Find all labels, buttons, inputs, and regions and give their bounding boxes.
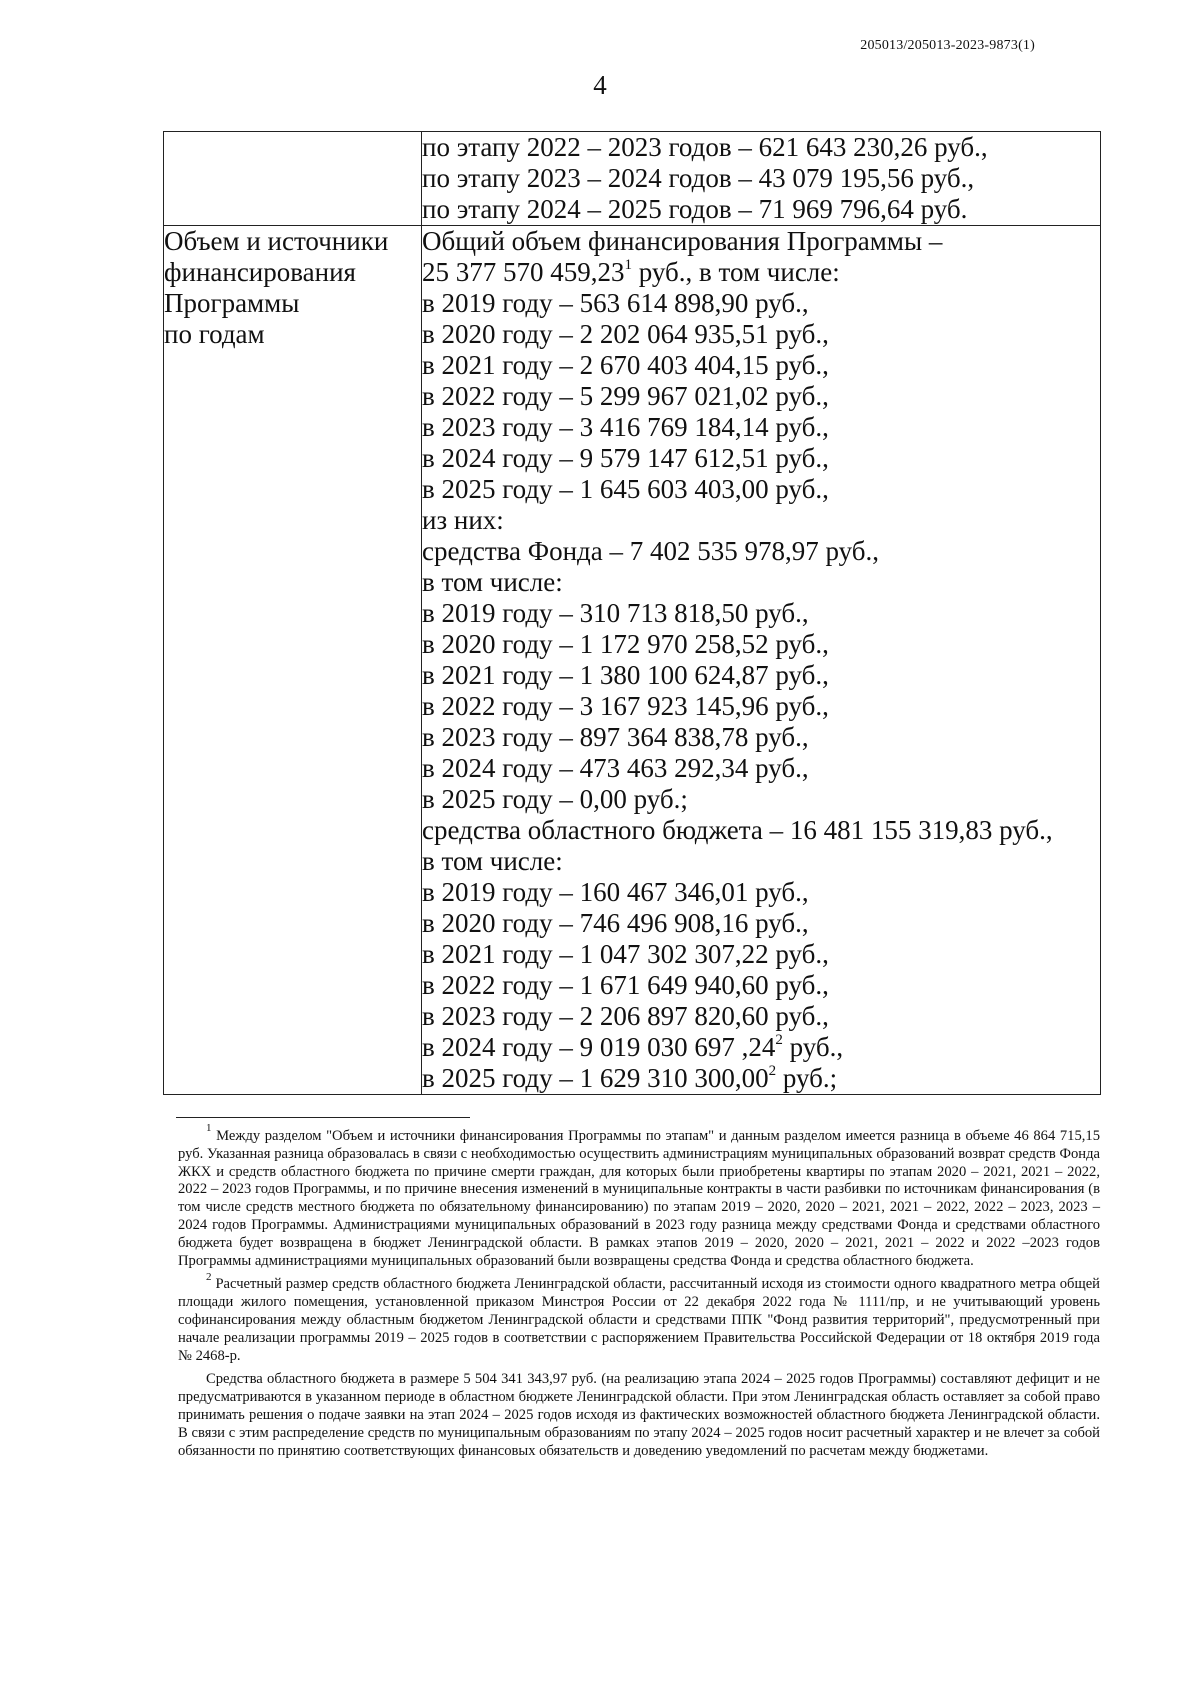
year-line: в 2023 году – 2 206 897 820,60 руб.,: [422, 1001, 829, 1031]
subheading: в том числе:: [422, 846, 563, 876]
label-line: Программы: [164, 288, 300, 318]
year-line: [422, 1063, 1100, 1094]
table-row: [164, 226, 1101, 1095]
regional-budget-total-line: средства областного бюджета – 16 481 155 319,83 руб.,: [422, 815, 1053, 845]
year-line: в 2021 году – 1 047 302 307,22 руб.,: [422, 939, 829, 969]
stage-line: по этапу 2023 – 2024 годов – 43 079 195,56 руб.,: [422, 163, 975, 193]
table-row: [164, 132, 1101, 226]
stage-line: по этапу 2022 – 2023 годов – 621 643 230,26 руб.,: [422, 132, 988, 162]
program-table: [163, 131, 1101, 1095]
year-amount: в 2025 году – 1 629 310 300,00: [422, 1063, 769, 1093]
subheading: из них:: [422, 505, 504, 535]
footnote-mark: 1: [206, 1122, 212, 1135]
fund-total-line: средства Фонда – 7 402 535 978,97 руб.,: [422, 536, 880, 566]
year-line: [422, 1032, 1100, 1063]
total-heading: Общий объем финансирования Программы –: [422, 226, 943, 256]
year-line: в 2022 году – 5 299 967 021,02 руб.,: [422, 381, 829, 411]
year-line: в 2019 году – 160 467 346,01 руб.,: [422, 877, 809, 907]
total-amount: 25 377 570 459,23: [422, 257, 625, 287]
total-amount-line: [422, 257, 1100, 288]
footnote-ref-2: 2: [775, 1032, 783, 1048]
label-line: по годам: [164, 319, 265, 349]
label-line: Объем и источники: [164, 226, 389, 256]
year-line: в 2021 году – 1 380 100 624,87 руб.,: [422, 660, 829, 690]
footnote-divider: [176, 1117, 470, 1118]
label-cell: [164, 226, 422, 1095]
footnotes: [178, 1122, 1100, 1466]
year-line: в 2023 году – 3 416 769 184,14 руб.,: [422, 412, 829, 442]
document-id: 205013/205013-2023-9873(1): [860, 38, 1035, 53]
year-line: в 2020 году – 746 496 908,16 руб.,: [422, 908, 809, 938]
year-line: в 2019 году – 310 713 818,50 руб.,: [422, 598, 809, 628]
year-line: в 2023 году – 897 364 838,78 руб.,: [422, 722, 809, 752]
footnote-text: Между разделом "Объем и источники финансирования Программы по этапам" и данным разделом имеется разница в объеме 46 864 715,15 руб. Указанная разница образовалась в связи с необходимостью осуществить администрациям муниципальных образований возврат средств Фонда ЖКХ и средств областного бюджета по причине смерти граждан, для которых были приобретены квартиры по этапам 2020 – 2021, 2021 – 2022, 2022 – 2023 годов Программы, и по причине внесения изменений в муниципальные контракты в части разбивки по источникам финансирования (в том числе средств местного бюджета по обязательному финансированию) по этапам 2019 – 2020, 2020 – 2021, 2021 – 2022, 2022 – 2023, 2023 – 2024 годов Программы. Администрациями муниципальных образований в 2023 году разница между средствами Фонда и средствами областного бюджета будет возвращена в бюджет Ленинградской области. В рамках этапов 2019 – 2020, 2020 – 2021, 2021 – 2022 и 2022 –2023 годов Программы администрациями муниципальных образований были возвращены средства Фонда и средства областного бюджета.: [178, 1128, 1100, 1269]
label-line: финансирования: [164, 257, 356, 287]
footnote-ref-1: 1: [624, 257, 632, 273]
year-line: в 2020 году – 2 202 064 935,51 руб.,: [422, 319, 829, 349]
year-line: в 2024 году – 9 579 147 612,51 руб.,: [422, 443, 829, 473]
subheading: в том числе:: [422, 567, 563, 597]
label-cell-empty: [164, 132, 422, 226]
year-amount: в 2024 году – 9 019 030 697 ,24: [422, 1032, 776, 1062]
year-line: в 2025 году – 0,00 руб.;: [422, 784, 688, 814]
page-number: 4: [593, 70, 607, 100]
funding-values-cell: [422, 226, 1101, 1095]
year-line: в 2020 году – 1 172 970 258,52 руб.,: [422, 629, 829, 659]
total-suffix: руб., в том числе:: [632, 257, 840, 287]
footnote-ref-2: 2: [768, 1063, 777, 1079]
year-line: в 2021 году – 2 670 403 404,15 руб.,: [422, 350, 829, 380]
stage-values-cell: [422, 132, 1101, 226]
year-suffix: руб.,: [782, 1032, 844, 1062]
stage-line: по этапу 2024 – 2025 годов – 71 969 796,64 руб.: [422, 194, 968, 224]
footnote-1: [178, 1122, 1100, 1270]
year-line: в 2022 году – 1 671 649 940,60 руб.,: [422, 970, 829, 1000]
footnote-mark: 2: [206, 1270, 212, 1283]
footnote-2-continued: Средства областного бюджета в размере 5 504 341 343,97 руб. (на реализацию этапа 2024 – 2025 годов Программы) составляют дефицит и не предусматриваются в указанном периоде в областном бюджете Ленинградской области. При этом Ленинградская область оставляет за собой право принимать решения о подаче заявки на этап 2024 – 2025 годов исходя из фактических возможностей областного бюджета Ленинградской области. В связи с этим распределение средств по муниципальным образованиям по этапу 2024 – 2025 годов носит расчетный характер и не влечет за собой обязанности по принятию соответствующих финансовых обязательств и доведению уведомлений по расчетам между бюджетами.: [178, 1371, 1100, 1459]
year-line: в 2022 году – 3 167 923 145,96 руб.,: [422, 691, 829, 721]
year-suffix: руб.;: [776, 1063, 838, 1093]
year-line: в 2024 году – 473 463 292,34 руб.,: [422, 753, 809, 783]
year-line: в 2019 году – 563 614 898,90 руб.,: [422, 288, 809, 318]
footnote-2: [178, 1270, 1100, 1365]
year-line: в 2025 году – 1 645 603 403,00 руб.,: [422, 474, 829, 504]
footnote-text: Расчетный размер средств областного бюджета Ленинградской области, рассчитанный исходя из стоимости одного квадратного метра общей площади жилого помещения, установленной приказом Минстроя России от 22 декабря 2022 года № 1111/пр, и не учитывающий уровень софинансирования между областным бюджетом Ленинградской области и средствами ППК "Фонд развития территорий", предусмотренный при начале реализации программы 2019 – 2025 годов в соответствии с распоряжением Правительства Российской Федерации от 18 октября 2019 года № 2468-р.: [178, 1276, 1100, 1364]
